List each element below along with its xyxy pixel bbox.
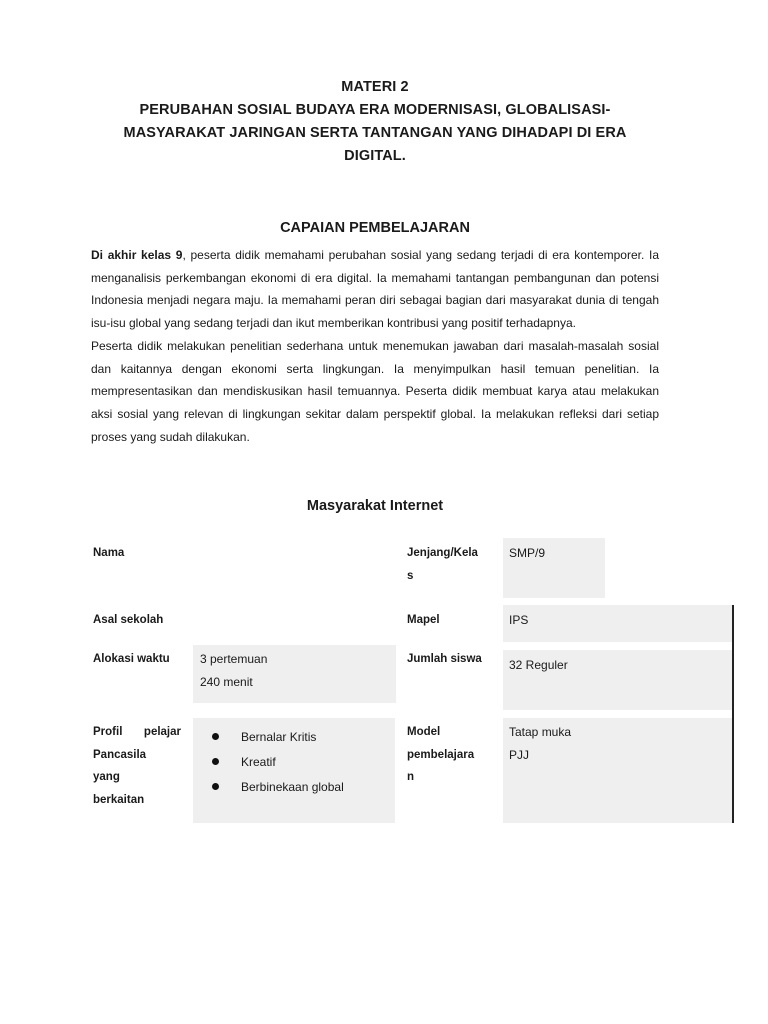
jumlah-siswa-value: 32 Reguler: [509, 658, 568, 672]
title-line-1: MATERI 2: [341, 79, 409, 95]
mapel-value: IPS: [509, 613, 529, 627]
model-label-line-2: pembelajara: [407, 748, 475, 761]
list-item: [210, 724, 344, 749]
model-pembelajaran-label: [407, 721, 474, 789]
capaian-heading: CAPAIAN PEMBELAJARAN: [280, 220, 470, 236]
capaian-paragraph-1: [91, 244, 659, 335]
profil-label-word-1: Profil: [93, 726, 123, 738]
title-line-4: DIGITAL.: [344, 148, 406, 164]
alokasi-value-line-1: 3 pertemuan: [200, 652, 268, 666]
mapel-value-cell: [503, 605, 732, 642]
capaian-paragraph-2: Peserta didik melakukan penelitian sederhana untuk menemukan jawaban dari masalah-masalah sosial dan kaitannya dengan ekonomi serta lingkungan. Ia menyimpulkan hasil temuan penelitian. Ia mempresentasikan dan mendiskusikan hasil temuannya. Peserta didik membuat karya atau melakukan aksi sosial yang relevan di lingkungan sekitar dalam perspektif global. Ia melakukan refleksi dari setiap proses yang sudah dilakukan.: [91, 338, 659, 444]
bullet-icon: [212, 783, 219, 790]
jumlah-siswa-label: Jumlah siswa: [407, 653, 482, 665]
jenjang-label-line-2: s: [407, 569, 414, 582]
bullet-icon: [212, 758, 219, 765]
profil-item-label: Kreatif: [241, 754, 276, 769]
mapel-label: Mapel: [407, 614, 440, 626]
list-item: [210, 749, 344, 774]
table-right-border: [732, 605, 734, 823]
profil-label-line-3: yang: [93, 771, 120, 783]
model-value-line-2: PJJ: [509, 747, 530, 762]
asal-sekolah-label: Asal sekolah: [93, 614, 164, 626]
model-label-line-3: n: [407, 771, 415, 783]
alokasi-value-line-2: 240 menit: [200, 674, 253, 689]
profil-label-line-4: berkaitan: [93, 793, 145, 806]
profil-item-label: Bernalar Kritis: [241, 729, 317, 744]
nama-label: Nama: [93, 547, 125, 559]
bullet-icon: [212, 733, 219, 740]
list-item: [210, 774, 344, 799]
profil-item-label: Berbinekaan global: [241, 779, 344, 794]
model-value-line-1: Tatap muka: [509, 725, 572, 739]
title-line-2: PERUBAHAN SOSIAL BUDAYA ERA MODERNISASI, GLOBALISASI-: [139, 102, 611, 118]
alokasi-waktu-label: Alokasi waktu: [93, 653, 170, 665]
profil-label-line-1: [93, 721, 181, 744]
jenjang-value: SMP/9: [509, 546, 546, 560]
profil-label-line-2: Pancasila: [93, 748, 147, 761]
model-pembelajaran-value: [509, 721, 571, 766]
capaian-body: [91, 244, 659, 448]
jenjang-label: [407, 542, 478, 587]
capaian-paragraph-1-text: , peserta didik memahami perubahan sosial yang sedang terjadi di era kontemporer. Ia menganalisis perkembangan ekonomi di era digital. Ia memahami tantangan pembangunan dan potensi Indonesia menjadi negara maju. Ia memahami peran diri sebagai bagian dari masyarakat dunia di tengah isu-isu global yang sedang terjadi dan ikut memberikan kontribusi yang positif terhadapnya.: [91, 248, 660, 331]
profil-pelajar-label: [93, 721, 181, 811]
jenjang-label-line-1: Jenjang/Kela: [407, 547, 478, 559]
model-label-line-1: Model: [407, 726, 441, 738]
alokasi-waktu-value: [200, 648, 267, 693]
document-title: [90, 76, 660, 168]
capaian-paragraph-1-bold: Di akhir kelas 9: [91, 248, 183, 262]
profil-bullet-list: [210, 724, 344, 799]
title-line-3: MASYARAKAT JARINGAN SERTA TANTANGAN YANG DIHADAPI DI ERA: [123, 125, 627, 141]
profil-label-word-2: pelajar: [143, 726, 181, 738]
masyarakat-heading: Masyarakat Internet: [306, 498, 444, 514]
